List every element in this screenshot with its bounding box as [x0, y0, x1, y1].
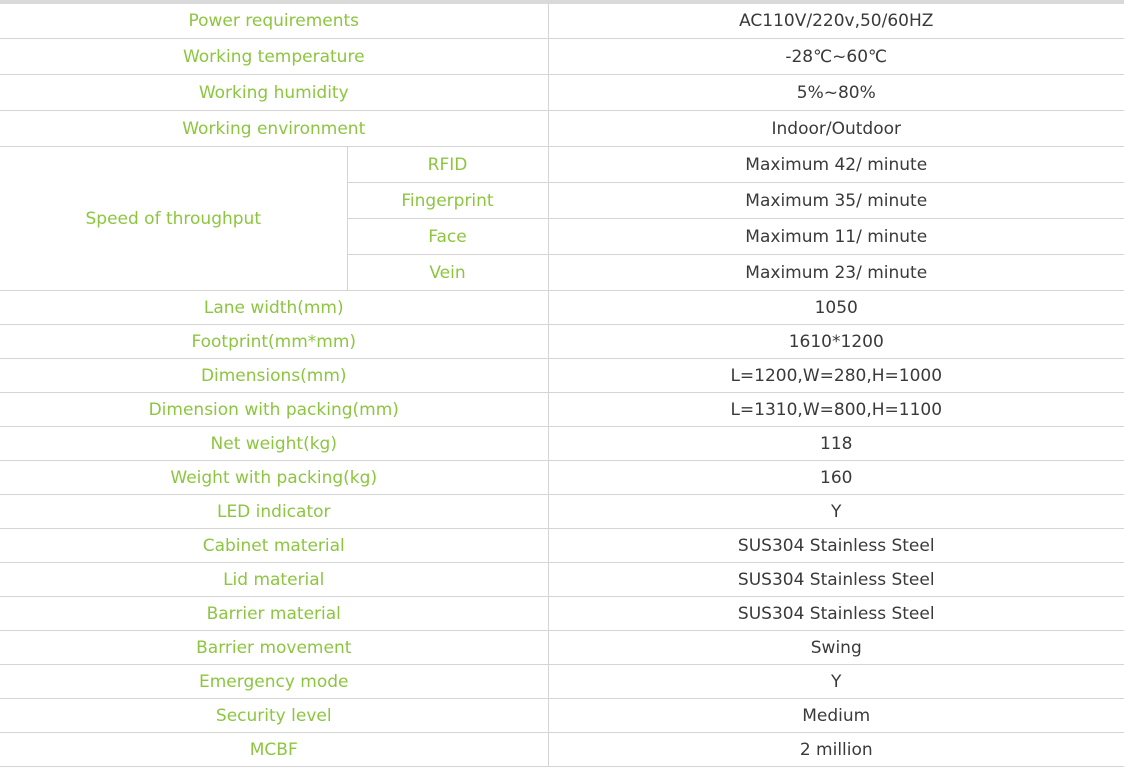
table-row	[0, 597, 1124, 631]
table-row	[0, 39, 1124, 75]
spec-value: Maximum 23/ minute	[548, 255, 1124, 291]
spec-label: LED indicator	[0, 495, 548, 529]
spec-label: Lane width(mm)	[0, 291, 548, 325]
spec-label: MCBF	[0, 733, 548, 767]
spec-value: -28℃~60℃	[548, 39, 1124, 75]
spec-label: Lid material	[0, 563, 548, 597]
spec-label: Dimensions(mm)	[0, 359, 548, 393]
table-row	[0, 393, 1124, 427]
spec-label: Barrier movement	[0, 631, 548, 665]
spec-value: 160	[548, 461, 1124, 495]
throughput-method: Vein	[347, 255, 548, 291]
spec-value: Maximum 11/ minute	[548, 219, 1124, 255]
table-row	[0, 665, 1124, 699]
spec-value: Indoor/Outdoor	[548, 111, 1124, 147]
spec-label: Barrier material	[0, 597, 548, 631]
table-row	[0, 111, 1124, 147]
throughput-method: Fingerprint	[347, 183, 548, 219]
table-row	[0, 733, 1124, 767]
table-row	[0, 563, 1124, 597]
table-row	[0, 529, 1124, 563]
spec-value: 2 million	[548, 733, 1124, 767]
spec-table	[0, 4, 1124, 767]
table-row	[0, 4, 1124, 39]
spec-value: L=1310,W=800,H=1100	[548, 393, 1124, 427]
table-row	[0, 699, 1124, 733]
spec-label: Weight with packing(kg)	[0, 461, 548, 495]
table-row	[0, 75, 1124, 111]
spec-value: 118	[548, 427, 1124, 461]
throughput-label: Speed of throughput	[0, 147, 347, 291]
spec-label: Footprint(mm*mm)	[0, 325, 548, 359]
spec-label: Working environment	[0, 111, 548, 147]
table-row	[0, 359, 1124, 393]
spec-value: 1610*1200	[548, 325, 1124, 359]
spec-value: AC110V/220v,50/60HZ	[548, 4, 1124, 39]
table-row	[0, 631, 1124, 665]
spec-value: SUS304 Stainless Steel	[548, 563, 1124, 597]
throughput-method: Face	[347, 219, 548, 255]
spec-value: Medium	[548, 699, 1124, 733]
spec-label: Security level	[0, 699, 548, 733]
spec-label: Power requirements	[0, 4, 548, 39]
spec-value: Swing	[548, 631, 1124, 665]
spec-label: Emergency mode	[0, 665, 548, 699]
spec-value: L=1200,W=280,H=1000	[548, 359, 1124, 393]
table-row	[0, 427, 1124, 461]
spec-value: Y	[548, 495, 1124, 529]
table-row	[0, 461, 1124, 495]
table-row	[0, 147, 1124, 183]
throughput-method: RFID	[347, 147, 548, 183]
spec-value: Maximum 35/ minute	[548, 183, 1124, 219]
spec-label: Dimension with packing(mm)	[0, 393, 548, 427]
spec-label: Net weight(kg)	[0, 427, 548, 461]
spec-label: Working temperature	[0, 39, 548, 75]
spec-value: Maximum 42/ minute	[548, 147, 1124, 183]
table-row	[0, 325, 1124, 359]
spec-label: Working humidity	[0, 75, 548, 111]
spec-value: SUS304 Stainless Steel	[548, 597, 1124, 631]
spec-label: Cabinet material	[0, 529, 548, 563]
spec-value: 1050	[548, 291, 1124, 325]
table-row	[0, 291, 1124, 325]
table-row	[0, 495, 1124, 529]
spec-value: 5%~80%	[548, 75, 1124, 111]
spec-value: Y	[548, 665, 1124, 699]
spec-value: SUS304 Stainless Steel	[548, 529, 1124, 563]
